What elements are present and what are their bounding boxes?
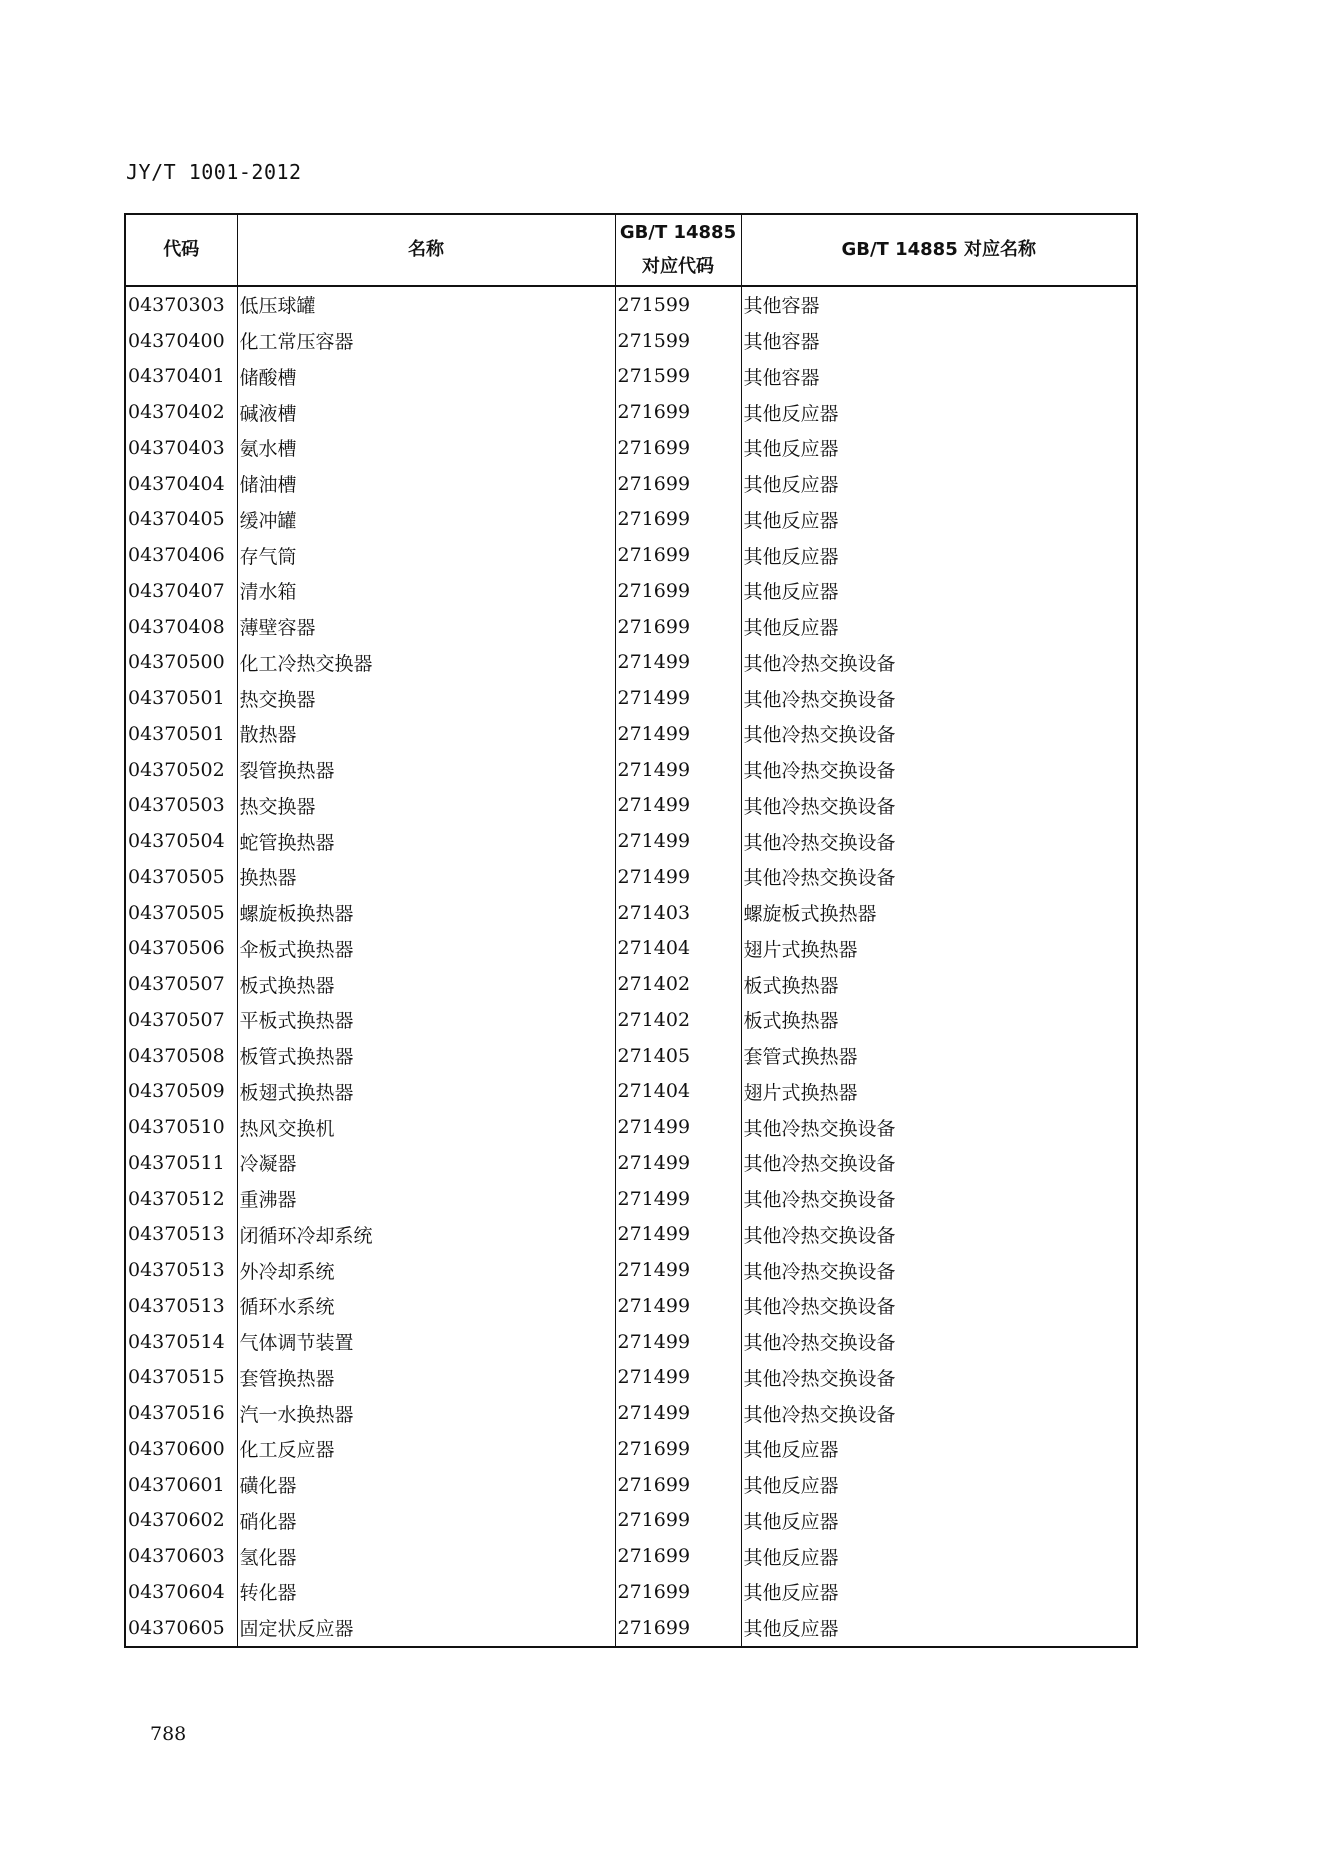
cell-name: 低压球罐 — [237, 286, 615, 323]
table-row — [125, 1610, 1137, 1647]
cell-name: 硝化器 — [237, 1503, 615, 1539]
cell-gb-name: 其他容器 — [741, 323, 1137, 359]
cell-gb-name: 其他反应器 — [741, 1538, 1137, 1574]
cell-gb-name: 螺旋板式换热器 — [741, 895, 1137, 931]
cell-gb-code: 271499 — [615, 859, 741, 895]
cell-code: 04370506 — [125, 931, 237, 967]
cell-gb-code: 271499 — [615, 1217, 741, 1253]
header-row — [125, 214, 1137, 286]
cell-gb-name: 板式换热器 — [741, 1002, 1137, 1038]
cell-gb-name: 其他反应器 — [741, 466, 1137, 502]
cell-gb-code: 271699 — [615, 394, 741, 430]
cell-gb-code: 271499 — [615, 1324, 741, 1360]
cell-name: 螺旋板换热器 — [237, 895, 615, 931]
cell-gb-code: 271599 — [615, 323, 741, 359]
table-row — [125, 1074, 1137, 1110]
cell-gb-name: 其他冷热交换设备 — [741, 716, 1137, 752]
col-header-gb-name: GB/T 14885 对应名称 — [741, 214, 1137, 286]
table-row — [125, 286, 1137, 323]
table-row — [125, 1503, 1137, 1539]
cell-gb-code: 271499 — [615, 1181, 741, 1217]
cell-gb-name: 其他冷热交换设备 — [741, 1252, 1137, 1288]
cell-name: 缓冲罐 — [237, 502, 615, 538]
cell-gb-name: 其他反应器 — [741, 1431, 1137, 1467]
cell-gb-code: 271499 — [615, 1288, 741, 1324]
cell-code: 04370508 — [125, 1038, 237, 1074]
cell-gb-code: 271699 — [615, 1538, 741, 1574]
cell-code: 04370601 — [125, 1467, 237, 1503]
table-row — [125, 1145, 1137, 1181]
cell-gb-name: 其他冷热交换设备 — [741, 680, 1137, 716]
cell-code: 04370514 — [125, 1324, 237, 1360]
cell-gb-name: 其他冷热交换设备 — [741, 1360, 1137, 1396]
cell-name: 汽一水换热器 — [237, 1395, 615, 1431]
cell-gb-code: 271599 — [615, 359, 741, 395]
table-row — [125, 573, 1137, 609]
table-row — [125, 1395, 1137, 1431]
table-row — [125, 823, 1137, 859]
cell-gb-name: 其他反应器 — [741, 1467, 1137, 1503]
cell-name: 磺化器 — [237, 1467, 615, 1503]
table-row — [125, 394, 1137, 430]
cell-name: 平板式换热器 — [237, 1002, 615, 1038]
col-header-gb-code-line2: 对应代码 — [642, 256, 714, 277]
cell-name: 化工常压容器 — [237, 323, 615, 359]
cell-code: 04370513 — [125, 1252, 237, 1288]
cell-gb-name: 其他冷热交换设备 — [741, 823, 1137, 859]
cell-gb-code: 271403 — [615, 895, 741, 931]
cell-code: 04370406 — [125, 537, 237, 573]
cell-name: 热交换器 — [237, 680, 615, 716]
cell-gb-name: 其他冷热交换设备 — [741, 1109, 1137, 1145]
cell-code: 04370402 — [125, 394, 237, 430]
cell-code: 04370507 — [125, 1002, 237, 1038]
cell-name: 散热器 — [237, 716, 615, 752]
cell-name: 碱液槽 — [237, 394, 615, 430]
table-row — [125, 859, 1137, 895]
cell-gb-name: 其他冷热交换设备 — [741, 645, 1137, 681]
cell-gb-name: 其他反应器 — [741, 502, 1137, 538]
table-row — [125, 1252, 1137, 1288]
cell-gb-code: 271404 — [615, 1074, 741, 1110]
cell-name: 储酸槽 — [237, 359, 615, 395]
cell-gb-name: 其他反应器 — [741, 1503, 1137, 1539]
cell-name: 换热器 — [237, 859, 615, 895]
cell-code: 04370500 — [125, 645, 237, 681]
table-row — [125, 1467, 1137, 1503]
cell-gb-name: 其他冷热交换设备 — [741, 1395, 1137, 1431]
cell-gb-name: 其他冷热交换设备 — [741, 1181, 1137, 1217]
cell-code: 04370503 — [125, 788, 237, 824]
cell-gb-code: 271699 — [615, 502, 741, 538]
cell-name: 板翅式换热器 — [237, 1074, 615, 1110]
table-row — [125, 1288, 1137, 1324]
cell-gb-name: 其他反应器 — [741, 609, 1137, 645]
cell-gb-code: 271499 — [615, 1252, 741, 1288]
table-row — [125, 931, 1137, 967]
cell-gb-code: 271699 — [615, 1574, 741, 1610]
cell-name: 板管式换热器 — [237, 1038, 615, 1074]
cell-name: 热交换器 — [237, 788, 615, 824]
cell-code: 04370407 — [125, 573, 237, 609]
col-header-name: 名称 — [237, 214, 615, 286]
cell-gb-name: 套管式换热器 — [741, 1038, 1137, 1074]
cell-code: 04370501 — [125, 680, 237, 716]
cell-gb-name: 其他冷热交换设备 — [741, 1324, 1137, 1360]
table-row — [125, 966, 1137, 1002]
table-row — [125, 1038, 1137, 1074]
cell-name: 套管换热器 — [237, 1360, 615, 1396]
page-number: 788 — [150, 1723, 187, 1745]
cell-name: 伞板式换热器 — [237, 931, 615, 967]
table-row — [125, 1217, 1137, 1253]
cell-gb-name: 翅片式换热器 — [741, 931, 1137, 967]
table-row — [125, 1360, 1137, 1396]
table-row — [125, 1181, 1137, 1217]
table-header — [125, 214, 1137, 286]
cell-name: 重沸器 — [237, 1181, 615, 1217]
table-row — [125, 716, 1137, 752]
cell-gb-code: 271699 — [615, 1467, 741, 1503]
cell-code: 04370515 — [125, 1360, 237, 1396]
cell-gb-name: 其他冷热交换设备 — [741, 1288, 1137, 1324]
cell-code: 04370600 — [125, 1431, 237, 1467]
cell-gb-name: 其他反应器 — [741, 1574, 1137, 1610]
cell-gb-code: 271699 — [615, 466, 741, 502]
cell-gb-name: 其他冷热交换设备 — [741, 752, 1137, 788]
cell-gb-name: 翅片式换热器 — [741, 1074, 1137, 1110]
cell-gb-code: 271699 — [615, 1431, 741, 1467]
table-row — [125, 1538, 1137, 1574]
col-header-gb-code-line1: GB/T 14885 — [619, 222, 737, 243]
table-row — [125, 502, 1137, 538]
cell-gb-code: 271405 — [615, 1038, 741, 1074]
cell-gb-code: 271499 — [615, 680, 741, 716]
cell-name: 板式换热器 — [237, 966, 615, 1002]
cell-gb-code: 271499 — [615, 1109, 741, 1145]
cell-code: 04370408 — [125, 609, 237, 645]
cell-gb-name: 其他反应器 — [741, 430, 1137, 466]
cell-gb-code: 271699 — [615, 1503, 741, 1539]
cell-code: 04370504 — [125, 823, 237, 859]
cell-gb-code: 271402 — [615, 1002, 741, 1038]
cell-code: 04370505 — [125, 895, 237, 931]
cell-gb-name: 其他冷热交换设备 — [741, 859, 1137, 895]
table-row — [125, 537, 1137, 573]
table-row — [125, 680, 1137, 716]
cell-code: 04370303 — [125, 286, 237, 323]
cell-gb-code: 271699 — [615, 430, 741, 466]
cell-gb-code: 271499 — [615, 1145, 741, 1181]
cell-name: 循环水系统 — [237, 1288, 615, 1324]
table-row — [125, 1324, 1137, 1360]
standard-id: JY/T 1001-2012 — [126, 160, 302, 184]
cell-gb-code: 271499 — [615, 1395, 741, 1431]
cell-code: 04370511 — [125, 1145, 237, 1181]
cell-name: 裂管换热器 — [237, 752, 615, 788]
cell-code: 04370505 — [125, 859, 237, 895]
cell-name: 冷凝器 — [237, 1145, 615, 1181]
table-row — [125, 609, 1137, 645]
cell-name: 外冷却系统 — [237, 1252, 615, 1288]
cell-gb-code: 271499 — [615, 645, 741, 681]
cell-code: 04370512 — [125, 1181, 237, 1217]
cell-gb-code: 271499 — [615, 716, 741, 752]
cell-gb-code: 271402 — [615, 966, 741, 1002]
cell-gb-name: 其他反应器 — [741, 1610, 1137, 1647]
cell-name: 氢化器 — [237, 1538, 615, 1574]
cell-code: 04370604 — [125, 1574, 237, 1610]
cell-code: 04370404 — [125, 466, 237, 502]
cell-name: 化工反应器 — [237, 1431, 615, 1467]
table-row — [125, 430, 1137, 466]
col-header-gb-code — [615, 214, 741, 286]
code-table — [124, 213, 1138, 1648]
cell-gb-code: 271699 — [615, 573, 741, 609]
table-body — [125, 286, 1137, 1647]
cell-code: 04370501 — [125, 716, 237, 752]
cell-gb-code: 271499 — [615, 788, 741, 824]
cell-code: 04370516 — [125, 1395, 237, 1431]
cell-gb-code: 271499 — [615, 823, 741, 859]
cell-gb-name: 其他反应器 — [741, 394, 1137, 430]
cell-code: 04370400 — [125, 323, 237, 359]
table-row — [125, 645, 1137, 681]
cell-gb-name: 板式换热器 — [741, 966, 1137, 1002]
cell-code: 04370509 — [125, 1074, 237, 1110]
table-row — [125, 1002, 1137, 1038]
cell-gb-code: 271699 — [615, 1610, 741, 1647]
cell-name: 储油槽 — [237, 466, 615, 502]
cell-name: 氨水槽 — [237, 430, 615, 466]
table-row — [125, 1431, 1137, 1467]
cell-gb-name: 其他反应器 — [741, 573, 1137, 609]
cell-code: 04370513 — [125, 1217, 237, 1253]
cell-name: 薄壁容器 — [237, 609, 615, 645]
cell-code: 04370513 — [125, 1288, 237, 1324]
table-row — [125, 323, 1137, 359]
cell-code: 04370405 — [125, 502, 237, 538]
table-row — [125, 788, 1137, 824]
cell-gb-code: 271699 — [615, 537, 741, 573]
table-row — [125, 1109, 1137, 1145]
cell-name: 转化器 — [237, 1574, 615, 1610]
cell-gb-name: 其他冷热交换设备 — [741, 1217, 1137, 1253]
cell-name: 热风交换机 — [237, 1109, 615, 1145]
table-row — [125, 752, 1137, 788]
cell-gb-name: 其他反应器 — [741, 537, 1137, 573]
cell-code: 04370602 — [125, 1503, 237, 1539]
cell-name: 蛇管换热器 — [237, 823, 615, 859]
cell-gb-name: 其他冷热交换设备 — [741, 1145, 1137, 1181]
cell-gb-code: 271499 — [615, 1360, 741, 1396]
cell-code: 04370605 — [125, 1610, 237, 1647]
cell-name: 固定状反应器 — [237, 1610, 615, 1647]
table-row — [125, 1574, 1137, 1610]
table-row — [125, 359, 1137, 395]
cell-code: 04370510 — [125, 1109, 237, 1145]
cell-gb-name: 其他容器 — [741, 286, 1137, 323]
cell-name: 存气筒 — [237, 537, 615, 573]
cell-code: 04370502 — [125, 752, 237, 788]
cell-code: 04370401 — [125, 359, 237, 395]
cell-code: 04370603 — [125, 1538, 237, 1574]
cell-gb-code: 271599 — [615, 286, 741, 323]
col-header-code: 代码 — [125, 214, 237, 286]
cell-gb-name: 其他冷热交换设备 — [741, 788, 1137, 824]
cell-name: 化工冷热交换器 — [237, 645, 615, 681]
cell-code: 04370507 — [125, 966, 237, 1002]
cell-name: 清水箱 — [237, 573, 615, 609]
cell-gb-code: 271699 — [615, 609, 741, 645]
cell-code: 04370403 — [125, 430, 237, 466]
cell-gb-code: 271404 — [615, 931, 741, 967]
table-row — [125, 466, 1137, 502]
cell-name: 闭循环冷却系统 — [237, 1217, 615, 1253]
cell-gb-name: 其他容器 — [741, 359, 1137, 395]
cell-gb-code: 271499 — [615, 752, 741, 788]
cell-name: 气体调节装置 — [237, 1324, 615, 1360]
table-row — [125, 895, 1137, 931]
